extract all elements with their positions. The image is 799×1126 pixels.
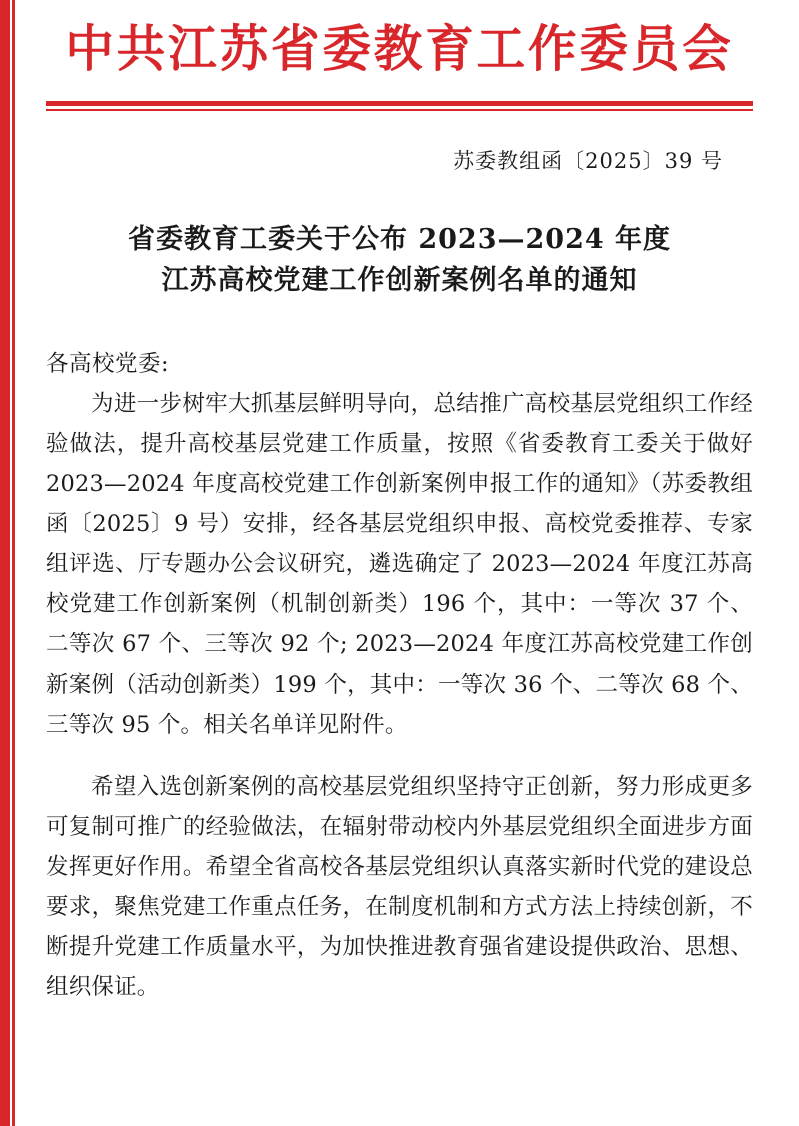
body-paragraph-1: 为进一步树牢大抓基层鲜明导向，总结推广高校基层党组织工作经验做法，提升高校基层党建工作质量，按照《省委教育工委关于做好 2023—2024 年度高校党建工作创新案例申报工作的通知》（苏委教组函〔2025〕9 号）安排，经各基层党组织申报、高校党委推荐、专家组评选、厅专题办公会议研究，遴选确定了 2023—2024 年度江苏高校党建工作创新案例（机制创新类）196 个，其中：一等次 37 个、二等次 67 个、三等次 92 个; 2023—2024 年度江苏高校党建工作创新案例（活动创新类）199 个，其中：一等次 36 个、二等次 68 个、三等次 95 个。相关名单详见附件。: [46, 391, 753, 738]
left-red-margin-bar-inner: [12, 0, 15, 1126]
header-divider: [46, 101, 753, 111]
header-rule-thick: [46, 101, 753, 106]
issuing-organization-title: 中共江苏省委教育工作委员会: [65, 19, 734, 78]
document-title: [46, 219, 753, 303]
left-red-margin-bar: [0, 0, 10, 1126]
document-number: 苏委教组函〔2025〕39 号: [453, 148, 723, 173]
letterhead: [46, 0, 753, 81]
document-title-line-2: 江苏高校党建工作创新案例名单的通知: [161, 265, 638, 297]
body-paragraph-2: 希望入选创新案例的高校基层党组织坚持守正创新，努力形成更多可复制可推广的经验做法，在辐射带动校内外基层党组织全面进步方面发挥更好作用。希望全省高校各基层党组织认真落实新时代党的建设总要求，聚焦党建工作重点任务，在制度机制和方式方法上持续创新，不断提升党建工作质量水平，为加快推进教育强省建设提供政治、思想、组织保证。: [46, 774, 753, 1001]
header-rule-thin: [46, 109, 753, 111]
document-title-line-1: 省委教育工委关于公布 2023—2024 年度: [127, 223, 672, 255]
salutation: 各高校党委:: [46, 351, 170, 378]
